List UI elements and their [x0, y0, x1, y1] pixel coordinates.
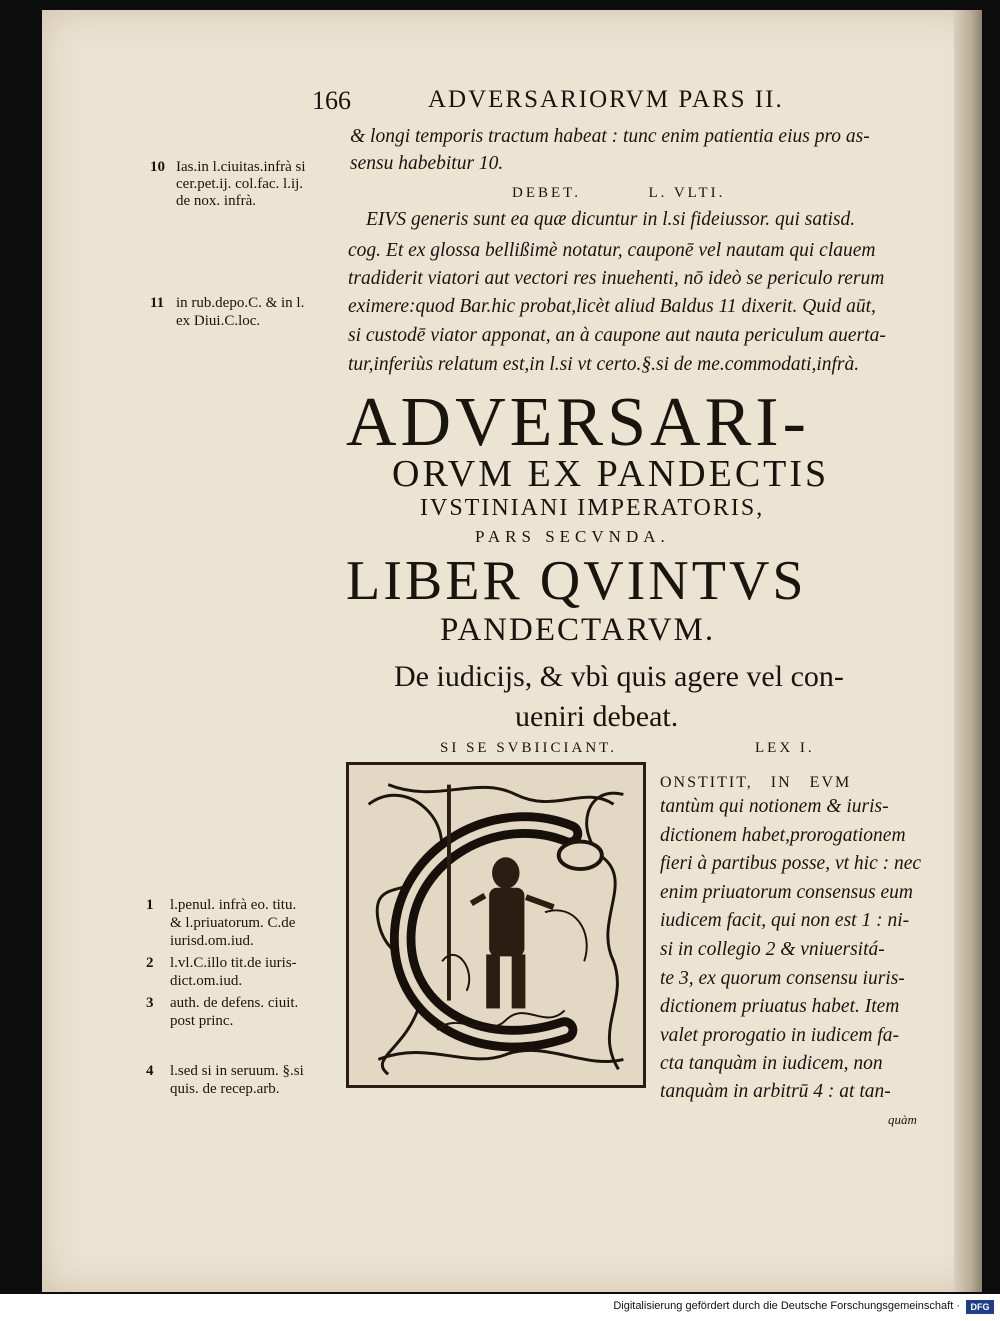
- text-line: cta tanquàm in iudicem, non: [660, 1053, 883, 1074]
- note-line: post princ.: [170, 1013, 234, 1029]
- text-line: si in collegio 2 & vniuersitá-: [660, 939, 885, 960]
- text-line: ONSTITIT, IN EVM: [660, 774, 852, 791]
- section-heading-left: SI SE SVBIICIANT.: [440, 740, 617, 756]
- note-line: ex Diui.C.loc.: [176, 313, 261, 329]
- text-line: EIVS generis sunt ea quæ dicuntur in l.si fideiussor. qui satisd.: [366, 209, 856, 230]
- text-line: dictionem habet,prorogationem: [660, 825, 906, 846]
- note-line: de nox. infrà.: [176, 193, 256, 209]
- note-line: l.vl.C.illo tit.de iuris-: [170, 955, 297, 971]
- note-line: in rub.depo.C. & in l.: [176, 295, 305, 311]
- section-heading-right: LEX I.: [755, 740, 815, 756]
- text-line: & longi temporis tractum habeat : tunc enim patientia eius pro as-: [350, 126, 870, 147]
- title-iustiniani: IVSTINIANI IMPERATORIS,: [420, 495, 765, 521]
- text-line: sensu habebitur 10.: [350, 153, 504, 174]
- text-line: iudicem facit, qui non est 1 : ni-: [660, 910, 910, 931]
- footer-credit: Digitalisierung gefördert durch die Deutsche Forschungsgemeinschaft ·: [0, 1294, 1000, 1321]
- note-line: l.sed si in seruum. §.si: [170, 1063, 304, 1079]
- title-orum-ex-pandectis: ORVM EX PANDECTIS: [392, 453, 830, 495]
- page-number: 166: [312, 86, 351, 115]
- woodcut-initial-C-icon: [346, 762, 646, 1088]
- note-line: & l.priuatorum. C.de: [170, 915, 296, 931]
- text-line: enim priuatorum consensus eum: [660, 882, 913, 903]
- note-line: dict.om.iud.: [170, 973, 243, 989]
- note-line: cer.pet.ij. col.fac. l.ij.: [176, 176, 304, 192]
- note-marker: 3: [146, 995, 154, 1011]
- catchword: quàm: [888, 1112, 917, 1127]
- note-marker: 2: [146, 955, 154, 971]
- text-line: dictionem priuatus habet. Item: [660, 996, 900, 1017]
- page-spine: [954, 10, 982, 1292]
- text-line: tur,inferiùs relatum est,in l.si vt certo.§.si de me.commodati,infrà.: [348, 354, 860, 375]
- text-line: te 3, ex quorum consensu iuris-: [660, 968, 905, 989]
- title-adversari: ADVERSARI-: [346, 384, 810, 461]
- dfg-logo-icon: DFG: [966, 1300, 994, 1314]
- running-title: ADVERSARIORVM PARS II.: [428, 86, 784, 113]
- note-line: auth. de defens. ciuit.: [170, 995, 299, 1011]
- title-pars-secunda: PARS SECVNDA.: [475, 527, 670, 546]
- title-liber-quintus: LIBER QVINTVS: [346, 550, 807, 612]
- text-line: si custodē viator apponat, an à caupone aut nauta periculum auerta-: [348, 325, 886, 346]
- note-line: l.penul. infrà eo. titu.: [170, 897, 297, 913]
- note-marker: 4: [146, 1063, 154, 1079]
- text-line: tantùm qui notionem & iuris-: [660, 796, 889, 817]
- title-de-iudicijs: De iudicijs, & vbì quis agere vel con-: [394, 660, 844, 693]
- text-line: valet prorogatio in iudicem fa-: [660, 1025, 900, 1046]
- text-line: tradiderit viatori aut vectori res inuehenti, nō ideò se periculo rerum: [348, 268, 885, 289]
- text-line: tanquàm in arbitrū 4 : at tan-: [660, 1081, 891, 1102]
- note-line: iurisd.om.iud.: [170, 933, 254, 949]
- note-line: quis. de recep.arb.: [170, 1081, 280, 1097]
- text-line: eximere:quod Bar.hic probat,licèt aliud Baldus 11 dixerit. Quid aūt,: [348, 296, 876, 317]
- note-line: Ias.in l.ciuitas.infrà si: [176, 159, 306, 175]
- section-heading-debet: DEBET. L. VLTI.: [512, 185, 726, 201]
- text-line: cog. Et ex glossa bellißimè notatur, cauponē vel nautam qui clauem: [348, 240, 876, 261]
- note-marker: 1: [146, 897, 154, 913]
- note-marker: 10: [150, 159, 165, 175]
- title-ueniri-debeat: ueniri debeat.: [515, 700, 679, 733]
- note-marker: 11: [150, 295, 165, 311]
- text-line: fieri à partibus posse, vt hic : nec: [660, 853, 922, 874]
- title-pandectarum: PANDECTARVM.: [440, 612, 716, 648]
